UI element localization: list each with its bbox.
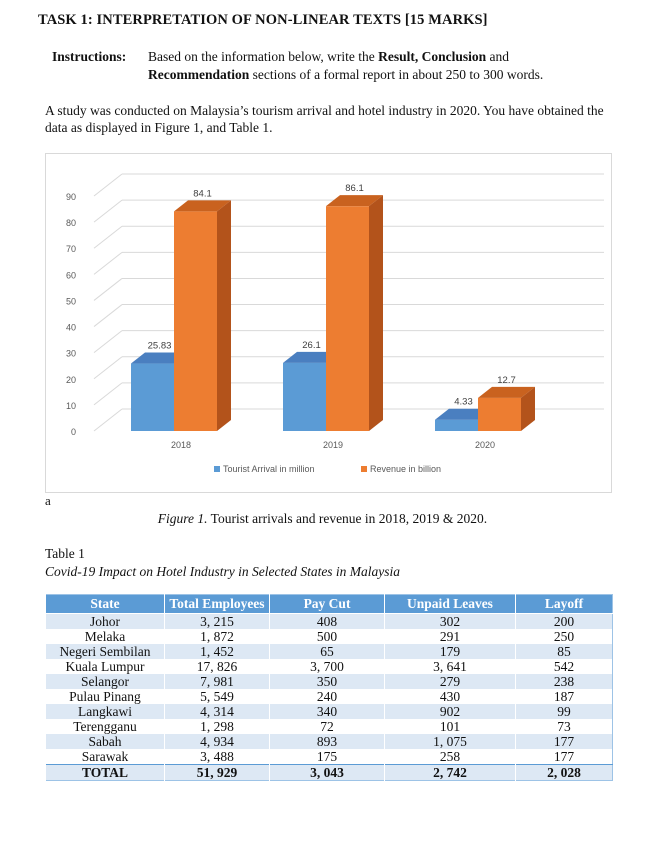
- data-label: 86.1: [345, 183, 364, 195]
- cell-pay-cut: 3, 700: [270, 659, 385, 674]
- data-label: 12.7: [497, 374, 516, 386]
- x-tick-label: 2019: [322, 440, 344, 450]
- gridline-side: [94, 278, 122, 300]
- y-tick-label: 50: [65, 296, 76, 307]
- cell-total-employees: 1, 872: [165, 629, 270, 644]
- cell-pay-cut: 893: [270, 734, 385, 749]
- cell-layoff: 200: [516, 614, 613, 630]
- gridline-side: [94, 331, 122, 353]
- cell-unpaid-leaves: 902: [385, 704, 516, 719]
- cell-total-employees: 3, 215: [165, 614, 270, 630]
- table-row: [46, 659, 613, 674]
- table-title: Covid-19 Impact on Hotel Industry in Selected States in Malaysia: [45, 564, 401, 579]
- cell-total-employees: 3, 488: [165, 749, 270, 765]
- header-layoff: Layoff: [516, 595, 613, 614]
- bar-front: [174, 211, 217, 431]
- bar-front: [131, 364, 174, 431]
- cell-state: Kuala Lumpur: [46, 659, 165, 674]
- cell-pay-cut: 350: [270, 674, 385, 689]
- cell-layoff: 73: [516, 719, 613, 734]
- bar-front: [478, 398, 521, 431]
- table-label: Table 1: [45, 546, 85, 561]
- x-tick-label: 2018: [170, 440, 192, 450]
- table-row: [46, 734, 613, 749]
- bar-side: [369, 195, 383, 431]
- cell-pay-cut: 72: [270, 719, 385, 734]
- instructions: [52, 48, 622, 84]
- figure-1-chart: [45, 153, 612, 493]
- total-unpaid-leaves: 2, 742: [385, 765, 516, 781]
- hotel-impact-table: [45, 594, 613, 781]
- cell-unpaid-leaves: 179: [385, 644, 516, 659]
- cell-unpaid-leaves: 101: [385, 719, 516, 734]
- figure-caption: [0, 511, 645, 527]
- y-tick-label: 40: [65, 322, 76, 333]
- cell-unpaid-leaves: 1, 075: [385, 734, 516, 749]
- cell-state: Sarawak: [46, 749, 165, 765]
- legend-label: Tourist Arrival in million: [223, 464, 315, 474]
- cell-total-employees: 1, 298: [165, 719, 270, 734]
- table-body: [46, 614, 613, 781]
- table-row: [46, 689, 613, 704]
- instructions-bold-1: Result, Conclusion: [378, 49, 487, 64]
- cell-pay-cut: 175: [270, 749, 385, 765]
- table-header-row: [46, 595, 613, 614]
- table-total-row: [46, 765, 613, 781]
- table-row: [46, 704, 613, 719]
- header-total-employees: Total Employees: [165, 595, 270, 614]
- y-tick-label: 80: [65, 218, 76, 229]
- cell-layoff: 542: [516, 659, 613, 674]
- legend-label: Revenue in billion: [370, 464, 442, 474]
- table-row: [46, 614, 613, 630]
- gridline-side: [94, 409, 122, 431]
- cell-unpaid-leaves: 430: [385, 689, 516, 704]
- cell-state: Terengganu: [46, 719, 165, 734]
- cell-layoff: 177: [516, 749, 613, 765]
- cell-unpaid-leaves: 302: [385, 614, 516, 630]
- cell-layoff: 99: [516, 704, 613, 719]
- cell-pay-cut: 240: [270, 689, 385, 704]
- instructions-bold-2: Recommendation: [148, 67, 250, 82]
- y-tick-label: 70: [65, 244, 76, 255]
- instructions-text-2: and: [486, 49, 509, 64]
- gridline-side: [94, 200, 122, 222]
- y-tick-label: 90: [65, 192, 76, 202]
- instructions-text-3: sections of a formal report in about 250 to 300 words.: [249, 67, 544, 82]
- table-row: [46, 749, 613, 765]
- cell-layoff: 238: [516, 674, 613, 689]
- cell-state: Johor: [46, 614, 165, 630]
- header-pay-cut: Pay Cut: [270, 595, 385, 614]
- figure-caption-text: Tourist arrivals and revenue in 2018, 2019 & 2020.: [207, 511, 488, 526]
- y-tick-label: 0: [70, 427, 76, 437]
- bar-side: [217, 200, 231, 431]
- cell-pay-cut: 340: [270, 704, 385, 719]
- gridline-side: [94, 383, 122, 405]
- figure-label: Figure 1.: [157, 511, 208, 526]
- cell-layoff: 250: [516, 629, 613, 644]
- legend-swatch: [214, 466, 220, 472]
- total-pay-cut: 3, 043: [270, 765, 385, 781]
- cell-pay-cut: 65: [270, 644, 385, 659]
- cell-total-employees: 17, 826: [165, 659, 270, 674]
- table-row: [46, 719, 613, 734]
- data-label: 84.1: [193, 188, 212, 200]
- cell-total-employees: 7, 981: [165, 674, 270, 689]
- cell-state: Pulau Pinang: [46, 689, 165, 704]
- header-state: State: [46, 595, 165, 614]
- y-tick-label: 60: [65, 270, 76, 281]
- instructions-label: Instructions:: [52, 49, 127, 64]
- gridline-side: [94, 226, 122, 248]
- cell-layoff: 187: [516, 689, 613, 704]
- cell-layoff: 85: [516, 644, 613, 659]
- header-unpaid-leaves: Unpaid Leaves: [385, 595, 516, 614]
- cell-layoff: 177: [516, 734, 613, 749]
- data-label: 4.33: [454, 396, 473, 408]
- y-tick-label: 10: [65, 400, 76, 411]
- gridline-side: [94, 357, 122, 379]
- x-tick-label: 2020: [474, 440, 496, 450]
- cell-total-employees: 5, 549: [165, 689, 270, 704]
- cell-unpaid-leaves: 258: [385, 749, 516, 765]
- table-row: [46, 644, 613, 659]
- cell-pay-cut: 500: [270, 629, 385, 644]
- cell-total-employees: 4, 934: [165, 734, 270, 749]
- data-label: 25.83: [147, 340, 172, 352]
- cell-unpaid-leaves: 279: [385, 674, 516, 689]
- cell-state: Langkawi: [46, 704, 165, 719]
- gridline-side: [94, 252, 122, 274]
- y-tick-label: 30: [65, 348, 76, 359]
- cell-total-employees: 4, 314: [165, 704, 270, 719]
- cell-state: Selangor: [46, 674, 165, 689]
- cell-total-employees: 1, 452: [165, 644, 270, 659]
- total-state: TOTAL: [46, 765, 165, 781]
- chart-svg: [46, 154, 611, 492]
- cell-state: Sabah: [46, 734, 165, 749]
- legend-swatch: [361, 466, 367, 472]
- bar-front: [283, 363, 326, 431]
- cell-state: Melaka: [46, 629, 165, 644]
- total-layoff: 2, 028: [516, 765, 613, 781]
- stray-letter: a: [45, 493, 51, 508]
- table-row: [46, 674, 613, 689]
- total-total-employees: 51, 929: [165, 765, 270, 781]
- cell-state: Negeri Sembilan: [46, 644, 165, 659]
- y-tick-label: 20: [65, 374, 76, 385]
- task-title: TASK 1: INTERPRETATION OF NON-LINEAR TEXTS [15 MARKS]: [38, 12, 488, 28]
- bar-front: [326, 206, 369, 431]
- cell-unpaid-leaves: 291: [385, 629, 516, 644]
- gridline-side: [94, 174, 122, 196]
- bar-front: [435, 420, 478, 431]
- cell-pay-cut: 408: [270, 614, 385, 630]
- instructions-text-1: Based on the information below, write the: [148, 49, 379, 64]
- table-row: [46, 629, 613, 644]
- data-label: 26.1: [302, 339, 321, 351]
- intro-paragraph: A study was conducted on Malaysia’s tourism arrival and hotel industry in 2020. You have obtained the data as displayed in Figure 1, and Table 1.: [45, 103, 604, 135]
- gridline-side: [94, 305, 122, 327]
- cell-unpaid-leaves: 3, 641: [385, 659, 516, 674]
